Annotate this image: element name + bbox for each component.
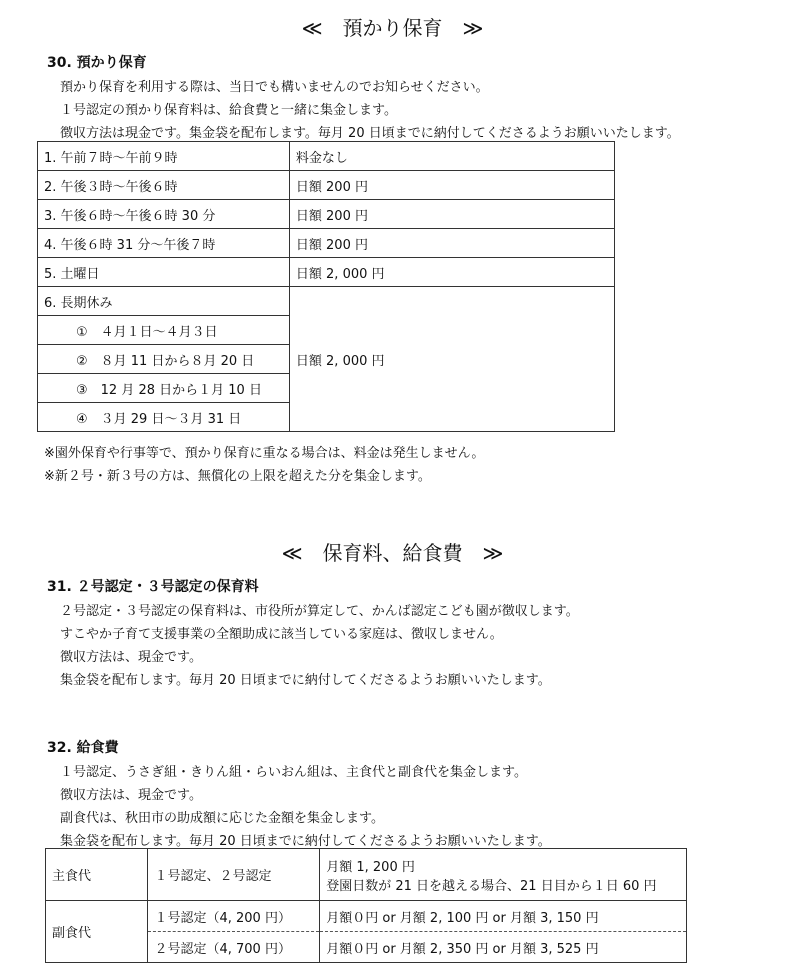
paragraph: 徴収方法は、現金です。 xyxy=(60,650,202,665)
staple-label: 主食代 xyxy=(46,849,148,901)
table-row xyxy=(38,142,615,171)
staple-fee-extra: 登園日数が 21 日を越える場合、21 日目から１日 60 円 xyxy=(326,878,657,894)
staple-fee xyxy=(320,849,687,901)
time-label: 5. 土曜日 xyxy=(38,258,290,287)
fee-value: 日額 200 円 xyxy=(289,200,614,229)
heading-32: 32. 給食費 xyxy=(47,740,119,756)
paragraph: 副食代は、秋田市の助成額に応じた金額を集金します。 xyxy=(60,811,384,826)
table-row xyxy=(46,901,687,932)
table-row xyxy=(46,849,687,901)
paragraph: 集金袋を配布します。毎月 20 日頃までに納付してくださるようお願いいたします。 xyxy=(60,673,551,688)
long-break-period: ① ４月１日～４月３日 xyxy=(38,316,290,345)
paragraph: １号認定の預かり保育料は、給食費と一緒に集金します。 xyxy=(60,103,397,118)
staple-target: １号認定、２号認定 xyxy=(148,849,320,901)
side-fee: 月額０円 or 月額 2, 350 円 or 月額 3, 525 円 xyxy=(320,932,687,963)
long-break-label: 6. 長期休み xyxy=(38,287,290,316)
time-label: 2. 午後３時～午後６時 xyxy=(38,171,290,200)
side-fee: 月額０円 or 月額 2, 100 円 or 月額 3, 150 円 xyxy=(320,901,687,932)
heading-30: 30. 預かり保育 xyxy=(47,55,147,71)
fee-value: 日額 200 円 xyxy=(289,229,614,258)
paragraph: すこやか子育て支援事業の全額助成に該当している家庭は、徴収しません。 xyxy=(60,627,503,642)
long-break-fee: 日額 2, 000 円 xyxy=(289,287,614,432)
table-row xyxy=(38,200,615,229)
section-title-childcare: ≪ 預かり保育 ≫ xyxy=(301,16,484,40)
paragraph: １号認定、うさぎ組・きりん組・らいおん組は、主食代と副食代を集金します。 xyxy=(60,765,527,780)
side-target: ２号認定（4, 700 円） xyxy=(148,932,320,963)
time-label: 3. 午後６時～午後６時 30 分 xyxy=(38,200,290,229)
long-break-period: ② ８月 11 日から８月 20 日 xyxy=(38,345,290,374)
note: ※園外保育や行事等で、預かり保育に重なる場合は、料金は発生しません。 xyxy=(44,446,485,461)
heading-31: 31. ２号認定・３号認定の保育料 xyxy=(47,579,259,595)
table-row xyxy=(38,229,615,258)
time-label: 1. 午前７時～午前９時 xyxy=(38,142,290,171)
paragraph: 集金袋を配布します。毎月 20 日頃までに納付してくださるようお願いいたします。 xyxy=(60,834,551,849)
staple-fee-monthly: 月額 1, 200 円 xyxy=(326,859,415,875)
table-row xyxy=(38,171,615,200)
fee-value: 日額 2, 000 円 xyxy=(289,258,614,287)
childcare-fee-table xyxy=(37,141,615,432)
time-label: 4. 午後６時 31 分～午後７時 xyxy=(38,229,290,258)
fee-value: 料金なし xyxy=(289,142,614,171)
long-break-period: ③ 12 月 28 日から１月 10 日 xyxy=(38,374,290,403)
note: ※新２号・新３号の方は、無償化の上限を超えた分を集金します。 xyxy=(44,469,431,484)
paragraph: 預かり保育を利用する際は、当日でも構いませんのでお知らせください。 xyxy=(60,80,489,95)
long-break-period: ④ ３月 29 日～３月 31 日 xyxy=(38,403,290,432)
fee-value: 日額 200 円 xyxy=(289,171,614,200)
paragraph: ２号認定・３号認定の保育料は、市役所が算定して、かんば認定こども園が徴収します。 xyxy=(60,604,579,619)
table-row xyxy=(38,287,615,316)
side-label: 副食代 xyxy=(46,901,148,963)
side-target: １号認定（4, 200 円） xyxy=(148,901,320,932)
table-row xyxy=(38,258,615,287)
section-title-fees: ≪ 保育料、給食費 ≫ xyxy=(281,541,504,565)
paragraph: 徴収方法は現金です。集金袋を配布します。毎月 20 日頃までに納付してくださるようお願いいたします。 xyxy=(60,126,680,141)
paragraph: 徴収方法は、現金です。 xyxy=(60,788,202,803)
meal-fee-table xyxy=(45,848,687,963)
